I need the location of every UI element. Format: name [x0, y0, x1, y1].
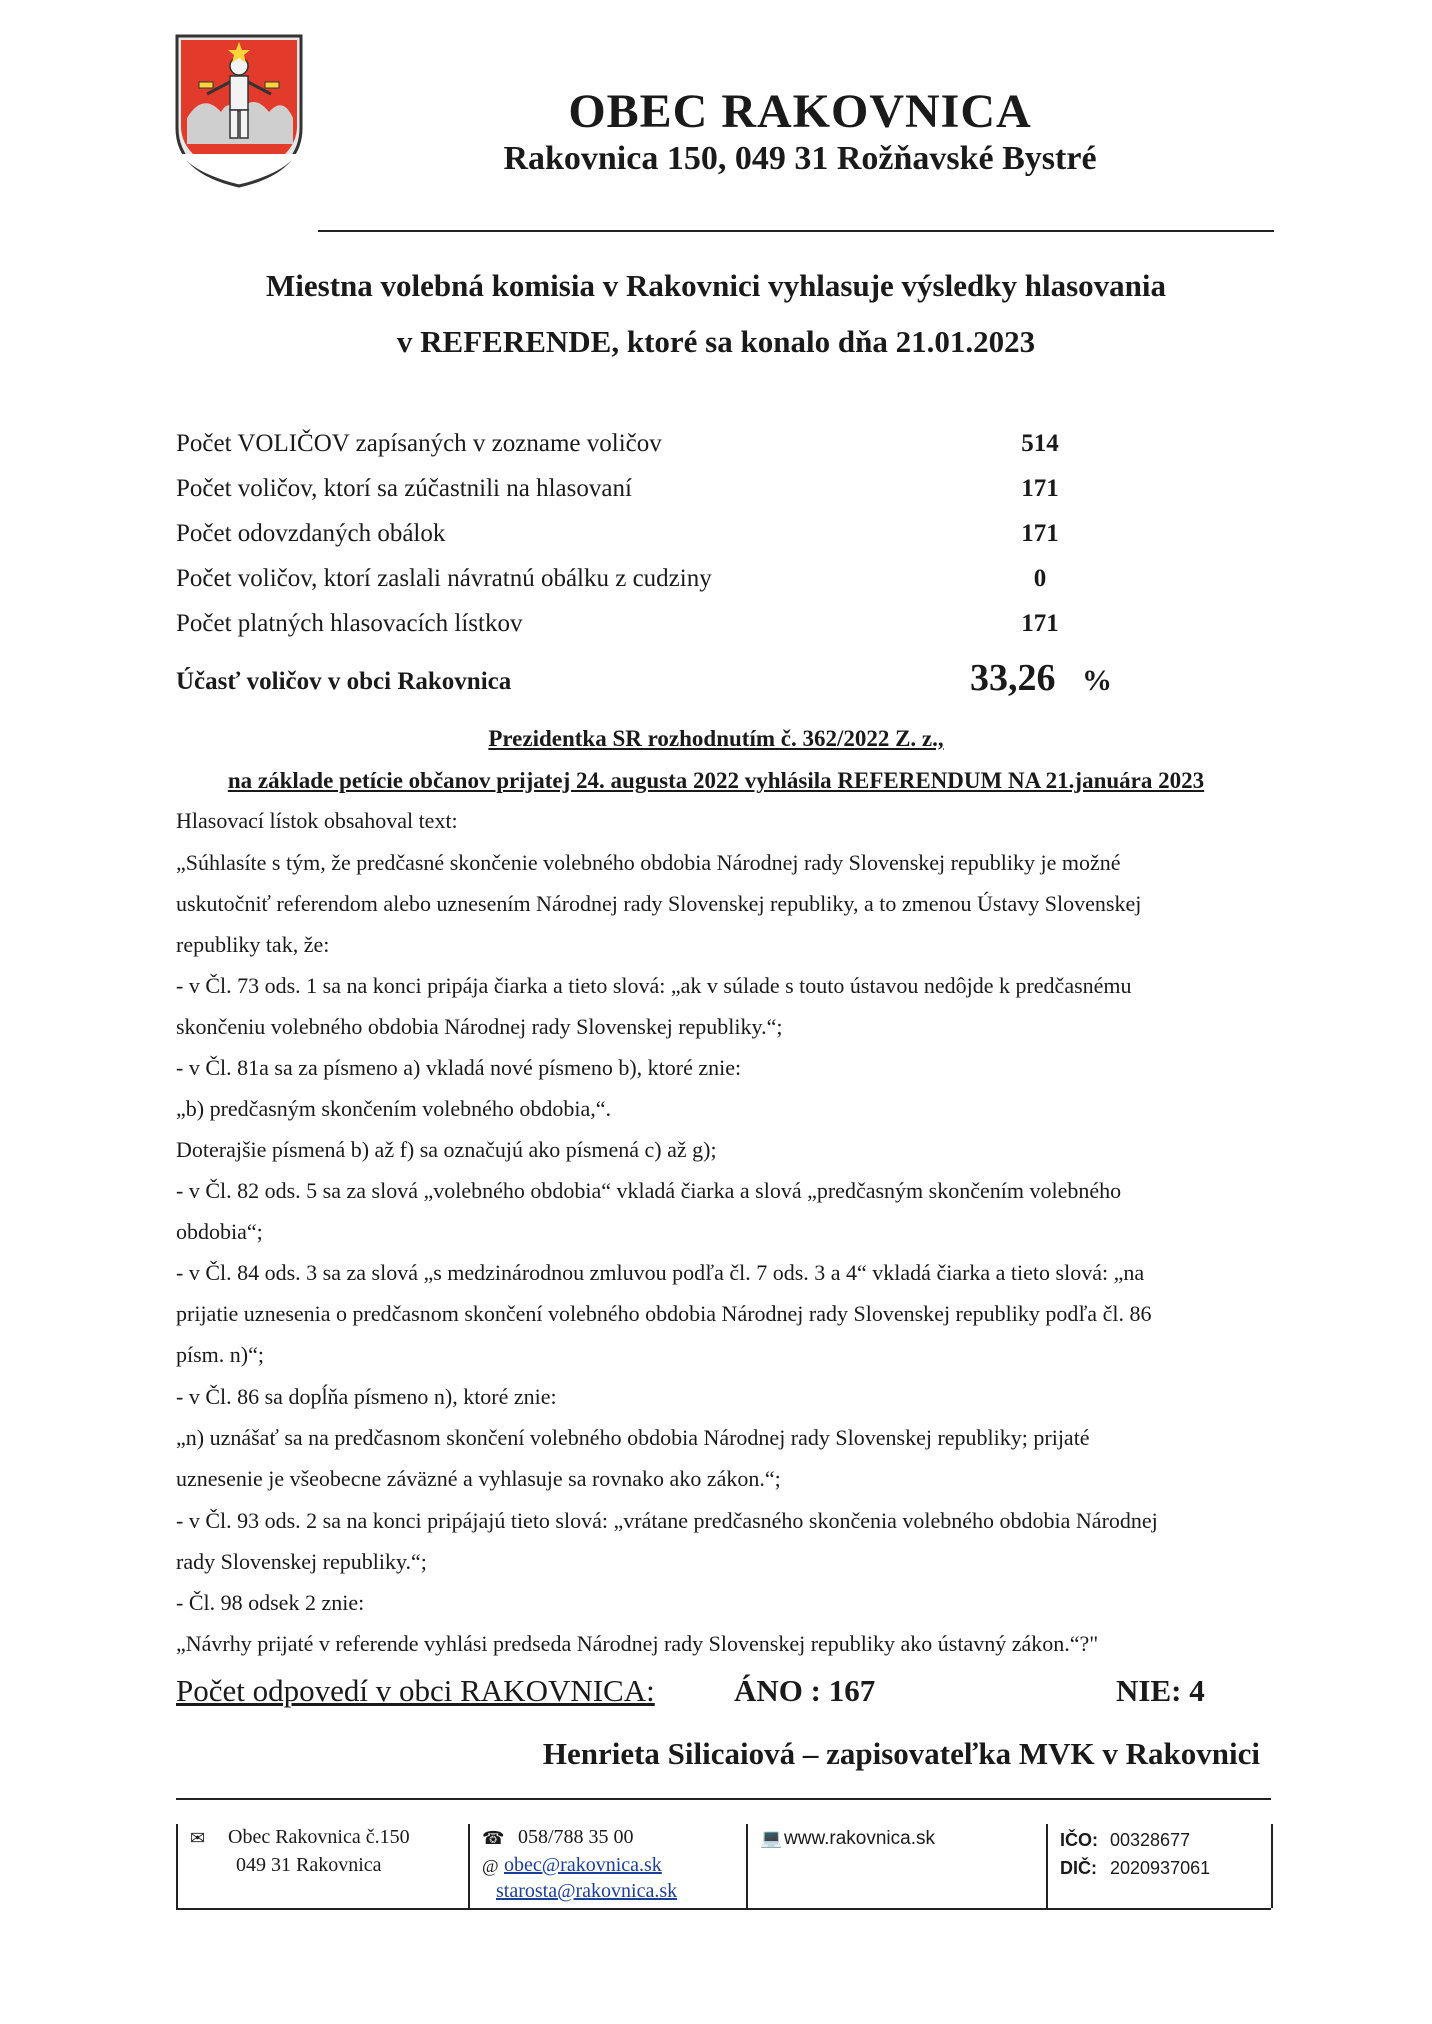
- municipality-address: Rakovnica 150, 049 31 Rožňavské Bystré: [503, 140, 1097, 177]
- ballot-text-line: „b) predčasným skončením volebného obdobia,“.: [176, 1096, 611, 1121]
- ballot-text-line: skončeniu volebného obdobia Národnej rady Slovenskej republiky.“;: [176, 1014, 783, 1039]
- turnout-unit: %: [1082, 664, 1112, 697]
- turnout-value: 33,26: [970, 657, 1056, 699]
- ballot-text-line: uznesenie je všeobecne záväzné a vyhlasuje sa rovnako ako zákon.“;: [176, 1466, 781, 1491]
- envelope-icon: ✉: [190, 1828, 206, 1848]
- footer-column-ids: [1046, 1824, 1273, 1908]
- stat-label-envelopes: Počet odovzdaných obálok: [176, 520, 446, 547]
- footer-ico-label: IČO:: [1060, 1830, 1098, 1850]
- municipality-name: OBEC RAKOVNICA: [568, 85, 1032, 138]
- stat-label-registered-voters: Počet VOLIČOV zapísaných v zozname voličov: [176, 430, 662, 457]
- computer-icon: 💻: [760, 1828, 783, 1848]
- turnout-label: Účasť voličov v obci Rakovnica: [176, 668, 512, 695]
- at-sign-icon: @: [482, 1856, 499, 1876]
- footer-column-contact: [468, 1824, 678, 1908]
- footer-ico-value: 00328677: [1110, 1830, 1191, 1850]
- ballot-text-line: - v Čl. 81a sa za písmeno a) vkladá nové písmeno b), ktoré znie:: [176, 1055, 742, 1080]
- footer-column-address: [176, 1824, 410, 1908]
- stat-value-valid-ballots: 171: [1021, 610, 1059, 637]
- contact-footer: [176, 1824, 1271, 1910]
- footer-dic-label: DIČ:: [1060, 1858, 1097, 1878]
- ballot-text-line: „n) uznášať sa na predčasnom skončení volebného obdobia Národnej rady Slovenskej republiky; prijaté: [176, 1425, 1090, 1450]
- ballot-text-line: „Súhlasíte s tým, že predčasné skončenie volebného obdobia Národnej rady Slovenskej republiky je možné: [176, 850, 1121, 875]
- ballot-text-line: - v Čl. 82 ods. 5 sa za slová „volebného obdobia“ vkladá čiarka a slová „predčasným skončením volebného: [176, 1178, 1122, 1203]
- ballot-text-line: písm. n)“;: [176, 1342, 264, 1367]
- footer-divider: [176, 1798, 1271, 1800]
- ballot-text-line: - v Čl. 86 sa dopĺňa písmeno n), ktoré znie:: [176, 1384, 557, 1409]
- recorder-signature-line: Henrieta Silicaiová – zapisovateľka MVK v Rakovnici: [542, 1736, 1260, 1771]
- ballot-text-line: Hlasovací lístok obsahoval text:: [176, 808, 458, 833]
- stat-label-valid-ballots: Počet platných hlasovacích lístkov: [176, 610, 523, 637]
- stat-value-foreign-envelopes: 0: [1033, 565, 1047, 592]
- footer-email-office[interactable]: obec@rakovnica.sk: [504, 1854, 662, 1876]
- footer-address-line1: Obec Rakovnica č.150: [228, 1826, 410, 1848]
- stat-value-participants: 171: [1021, 475, 1059, 502]
- footer-column-web: [746, 1824, 935, 1908]
- ballot-text-line: obdobia“;: [176, 1219, 263, 1244]
- ballot-text-line: uskutočniť referendom alebo uznesením Národnej rady Slovenskej republiky, a to zmenou Ústavy Slovenskej: [176, 891, 1142, 916]
- decree-line2: na základe petície občanov prijatej 24. augusta 2022 vyhlásila REFERENDUM NA 21.januára 2023: [227, 768, 1205, 793]
- footer-email-mayor[interactable]: starosta@rakovnica.sk: [496, 1880, 678, 1902]
- ballot-text-line: „Návrhy prijaté v referende vyhlási predseda Národnej rady Slovenskej republiky ako ústavný zákon.“?": [176, 1631, 1099, 1656]
- answers-label: Počet odpovedí v obci RAKOVNICA:: [176, 1673, 655, 1708]
- stat-label-participants: Počet voličov, ktorí sa zúčastnili na hlasovaní: [176, 475, 632, 502]
- footer-address-line2: 049 31 Rakovnica: [236, 1854, 382, 1876]
- answers-no-count: NIE: 4: [1116, 1673, 1205, 1708]
- ballot-text-line: - v Čl. 73 ods. 1 sa na konci pripája čiarka a tieto slová: „ak v súlade s touto ústavou nedôjde k predčasnému: [176, 973, 1132, 998]
- announcement-heading-line2: v REFERENDE, ktoré sa konalo dňa 21.01.2023: [396, 324, 1036, 359]
- ballot-text-line: rady Slovenskej republiky.“;: [176, 1549, 427, 1574]
- ballot-text-line: - v Čl. 93 ods. 2 sa na konci pripájajú tieto slová: „vrátane predčasného skončenia volebného obdobia Národnej: [176, 1508, 1158, 1533]
- coat-of-arms-logo: [173, 32, 305, 190]
- stat-label-foreign-envelopes: Počet voličov, ktorí zaslali návratnú obálku z cudziny: [176, 565, 712, 592]
- stat-value-envelopes: 171: [1021, 520, 1059, 547]
- decree-line1: Prezidentka SR rozhodnutím č. 362/2022 Z. z.,: [488, 726, 944, 751]
- footer-dic-value: 2020937061: [1110, 1858, 1211, 1878]
- answers-yes-count: ÁNO : 167: [734, 1673, 876, 1708]
- header-divider: [318, 230, 1274, 232]
- footer-phone: 058/788 35 00: [518, 1826, 634, 1848]
- stat-value-registered-voters: 514: [1021, 430, 1059, 457]
- phone-icon: ☎: [482, 1828, 505, 1848]
- ballot-text-line: prijatie uznesenia o predčasnom skončení volebného obdobia Národnej rady Slovenskej republiky podľa čl. 86: [176, 1301, 1152, 1326]
- footer-website[interactable]: www.rakovnica.sk: [784, 1828, 935, 1849]
- ballot-text-line: - Čl. 98 odsek 2 znie:: [176, 1590, 365, 1615]
- ballot-text-line: Doterajšie písmená b) až f) sa označujú ako písmená c) až g);: [176, 1137, 717, 1162]
- ballot-text-line: - v Čl. 84 ods. 3 sa za slová „s medzinárodnou zmluvou podľa čl. 7 ods. 3 a 4“ vkladá čiarka a tieto slová: „na: [176, 1260, 1145, 1285]
- ballot-text-line: republiky tak, že:: [176, 932, 330, 957]
- announcement-heading-line1: Miestna volebná komisia v Rakovnici vyhlasuje výsledky hlasovania: [266, 268, 1166, 303]
